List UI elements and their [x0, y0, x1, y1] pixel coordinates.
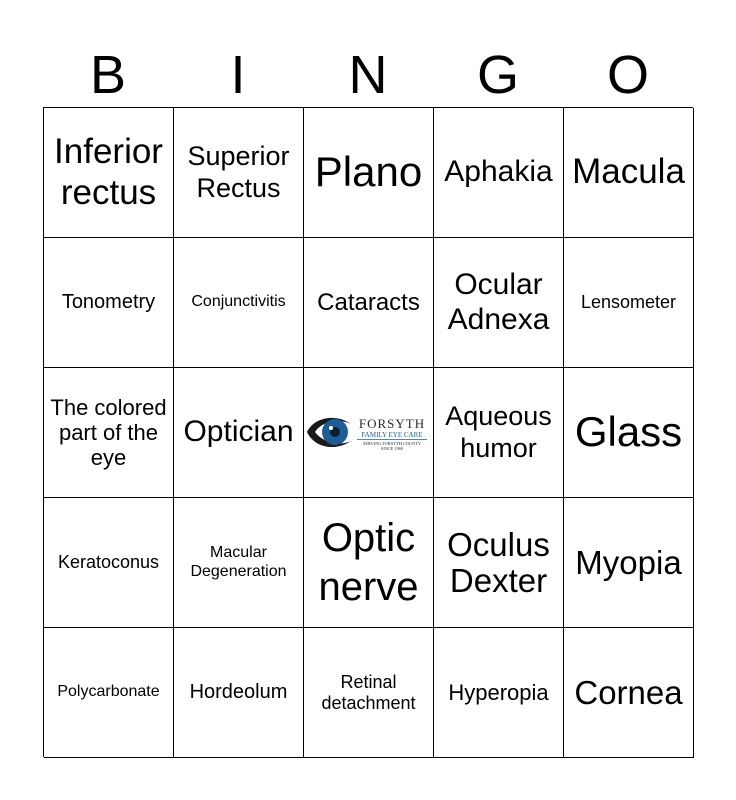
bingo-cell[interactable]: Hyperopia [434, 628, 564, 758]
bingo-cell[interactable]: Cataracts [304, 238, 434, 368]
bingo-cell[interactable]: Lensometer [564, 238, 694, 368]
header-letter-b: B [89, 45, 127, 105]
bingo-cell[interactable]: Keratoconus [44, 498, 174, 628]
bingo-cell[interactable]: Myopia [564, 498, 694, 628]
bingo-cell[interactable]: Retinal detachment [304, 628, 434, 758]
logo-name: FORSYTH [358, 415, 425, 431]
bingo-header [43, 44, 693, 106]
bingo-cell[interactable]: Plano [304, 108, 434, 238]
bingo-cell[interactable]: The colored part of the eye [44, 368, 174, 498]
header-letter-o: O [606, 45, 649, 105]
header-letter-g: G [476, 45, 519, 105]
bingo-board [43, 107, 693, 757]
forsyth-eye-logo-icon [305, 369, 433, 497]
bingo-cell[interactable]: Ocular Adnexa [434, 238, 564, 368]
header-letter-n: N [348, 45, 388, 105]
bingo-cell[interactable]: Cornea [564, 628, 694, 758]
bingo-cell[interactable]: Macula [564, 108, 694, 238]
logo-line2: FAMILY EYE CARE [360, 430, 423, 439]
bingo-cell[interactable]: Glass [564, 368, 694, 498]
bingo-cell[interactable]: Hordeolum [174, 628, 304, 758]
bingo-cell[interactable]: Aqueous humor [434, 368, 564, 498]
free-space-logo[interactable] [304, 368, 434, 498]
bingo-cell[interactable]: Superior Rectus [174, 108, 304, 238]
bingo-cell[interactable]: Tonometry [44, 238, 174, 368]
bingo-cell[interactable]: Optician [174, 368, 304, 498]
bingo-cell[interactable]: Polycarbonate [44, 628, 174, 758]
bingo-cell[interactable]: Aphakia [434, 108, 564, 238]
header-letter-i: I [230, 45, 246, 105]
bingo-cell[interactable]: Oculus Dexter [434, 498, 564, 628]
logo-line4: SINCE 1969 [380, 445, 403, 451]
bingo-cell[interactable]: Macular Degeneration [174, 498, 304, 628]
bingo-cell[interactable]: Optic nerve [304, 498, 434, 628]
logo-line3: SERVING FORSYTH COUNTY [362, 440, 421, 446]
bingo-cell[interactable]: Inferior rectus [44, 108, 174, 238]
bingo-cell[interactable]: Conjunctivitis [174, 238, 304, 368]
